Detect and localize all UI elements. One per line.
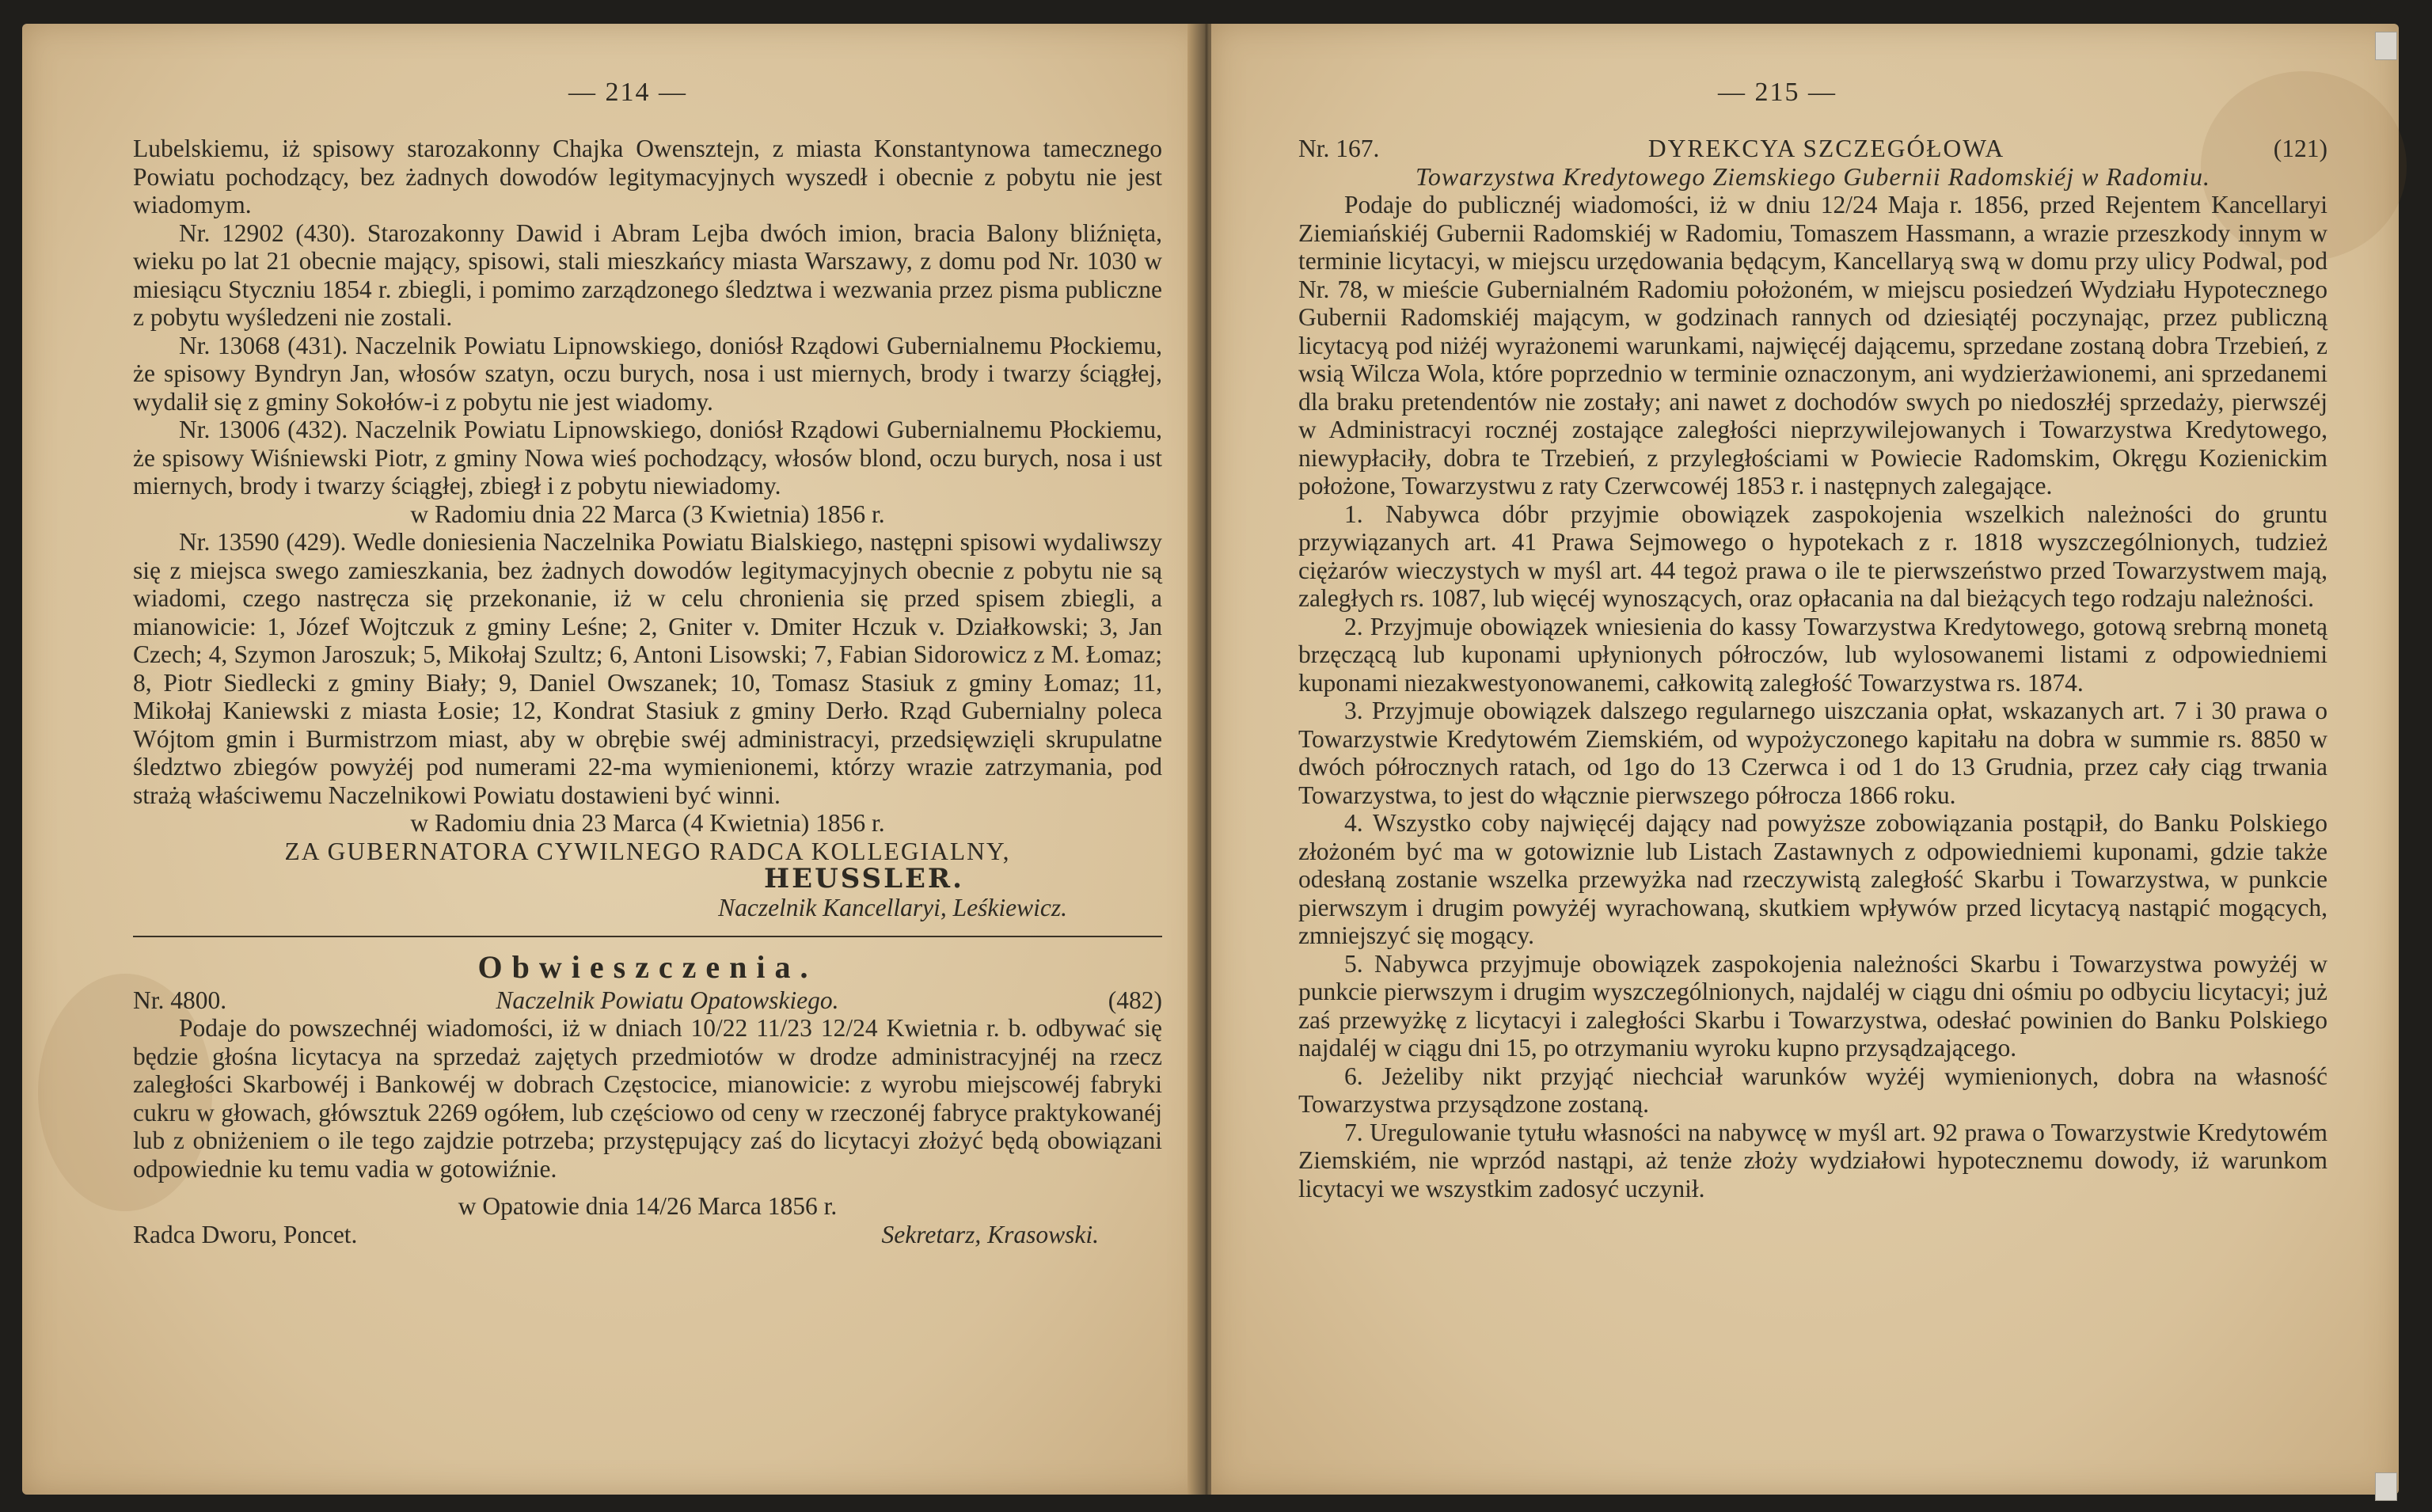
section-header [1298, 135, 2328, 163]
condition-paragraph: 3. Przyjmuje obowiązek dalszego regularnego uiszczania opłat, wskazanych art. 7 i 30 prawa o Towarzystwie Kredytowém Ziemskiém, od wypożyczonego kapitału na dobra w summie rs. 8850 w dwóch półrocznych ratach, od 1go do 13 Czerwca i od 1 do 13 Grudnia, przez cały ciąg trwania Towarzystwa, to jest do włącznie pierwszego półrocza 1866 roku. [1298, 697, 2328, 809]
signature: HEUSSLER. [764, 863, 964, 895]
paragraph: Nr. 13590 (429). Wedle doniesienia Naczelnika Powiatu Bialskiego, następni spisowi wydaliwszy się z miejsca swego zamieszkania, bez żadnych dowodów legitymacyjnych obecnie z pobytu nie są wiadomi, czego nastręcza się przekonanie, iż w celu chronienia się przed spisem zbiegli, a mianowicie: 1, Józef Wojtczuk z gminy Leśne; 2, Gniter v. Dmiter Hczuk v. Działkowski; 3, Jan Czech; 4, Szymon Jaroszuk; 5, Mikołaj Szultz; 6, Antoni Lisowski; 7, Fabian Sidorowicz z M. Łomaz; 8, Piotr Siedlecki z gminy Biały; 9, Daniel Owszanek; 10, Tomasz Stasiuk z gminy Łomaz; 11, Mikołaj Kaniewski z miasta Łosie; 12, Kondrat Stasiuk z gminy Derło. Rząd Gubernialny poleca Wójtom gmin i Burmistrzom miast, aby w obrębie swéj administracyi, przedsięwzięli skrupulatne śledztwo zbiegów powyżéj pod numerami 22-ma wymienionemi, którzy wrazie zatrzymania, pod strażą właściwemu Naczelnikowi Powiatu dostawieni być winni. [133, 528, 1162, 809]
dateline: w Radomiu dnia 23 Marca (4 Kwietnia) 1856 r. [410, 809, 885, 837]
notice-number: Nr. 4800. [133, 986, 227, 1014]
section-divider [133, 936, 1162, 937]
condition-paragraph: 2. Przyjmuje obowiązek wniesienia do kassy Towarzystwa Kredytowego, gotową srebrną monetą brzęczącą lub kuponami upłynionych półroczów, lub wylosowanemi listami z odpowiedniemi kuponami niezakwestyonowanemi, całkowitą zaległość Towarzystwa rs. 1874. [1298, 612, 2328, 697]
page-number: — 214 — [568, 78, 687, 107]
paragraph: Nr. 13006 (432). Naczelnik Powiatu Lipnowskiego, doniósł Rządowi Gubernialnemu Płockiemu, że spisowy Wiśniewski Piotr, z gminy Nowa wieś pochodzący, włosów blond, oczu burych, nosa i ust miernych, brody i twarzy ściągłej, zbiegł i z pobytu niewiadomy. [133, 416, 1162, 500]
condition-paragraph: 7. Uregulowanie tytułu własności na nabywcę w myśl art. 92 prawa o Towarzystwie Kredytowém Ziemskiém, nie wprzód nastąpi, aż tenże złoży wydziałowi hypotecznemu dowody, iż warunkom licytacyi we wszystkim zadosyć uczynił. [1298, 1118, 2328, 1202]
section-subtitle: Towarzystwa Kredytowego Ziemskiego Gubernii Radomskiéj w Radomiu. [1416, 161, 2210, 191]
page-number: — 215 — [1718, 78, 1837, 107]
paragraph: Nr. 13068 (431). Naczelnik Powiatu Lipnowskiego, doniósł Rządowi Gubernialnemu Płockiemu, że spisowy Byndryn Jan, włosów szatyn, oczu burych, nosa i ust miernych, brody i twarzy ściągłej, wydalił się z gminy Sokołów-i z pobytu nie jest wiadomy. [133, 331, 1162, 416]
notice-subtitle: Naczelnik Powiatu Opatowskiego. [496, 986, 839, 1014]
intro-paragraph: Podaje do publicznéj wiadomości, iż w dniu 12/24 Maja r. 1856, przed Rejentem Kancellaryi Ziemiańskiéj Gubernii Radomskiéj w Radomiu, Tomaszem Hassmann, a wrazie przeszkody innym w terminie licytacyi, w miejscu urzędowania będącym, Kancellaryą swą w domu przy ulicy Podwal, pod Nr. 78, w mieście Gubernialném Radomiu położoném, w miejscu posiedzeń Wydziału Hypotecznego Gubernii Radomskiéj mającym, w godzinach rannych od dziesiątéj poczynając, przez publiczną licytacyą pod niżéj wyrażonemi warunkami, najwięcéj dającemu, sprzedane zostaną dobra Trzebień, z wsią Wilcza Wola, które poprzednio w terminie oznaczonym, ani wydzierżawionemi, ani sprzedanemi dla braku pretendentów nie zostały; ani nawet z dochodów swych po niedoszłéj sprzedaży, pierwszéj w Administracyi rocznéj zostające zaległości nieprzywilejowanych i Towarzystwa Kredytowego, niewypłaciły, dobra te Trzebień, z przyległościami w Powiecie Radomskim, Okręgu Kozienickim położone, Towarzystwu z raty Czerwcowéj 1853 r. i następnych zalegające. [1298, 191, 2328, 500]
left-column [133, 135, 1162, 1248]
paragraph: Nr. 12902 (430). Starozakonny Dawid i Abram Lejba dwóch imion, bracia Balony bliźnięta, wieku po lat 21 obecnie mający, spisowi, stali mieszkańcy miasta Warszawy, z domu pod Nr. 1030 w miesiącu Styczniu 1854 r. zbiegli, i pomimo zarządzonego śledztwa i wezwania przez pisma publiczne z pobytu wyśledzeni nie zostali. [133, 218, 1162, 331]
header-number: Nr. 167. [1298, 135, 1380, 162]
header-title: DYREKCYA SZCZEGÓŁOWA [1647, 135, 2005, 162]
binder-clip [2375, 1472, 2397, 1501]
paragraph: Lubelskiemu, iż spisowy starozakonny Chajka Owensztejn, z miasta Konstantynowa tamecznego Powiatu pochodzący, bez żadnych dowodów legitymacyjnych wyszedł i obecnie z pobytu nie jest wiadomym. [133, 135, 1162, 218]
notice-dateline: w Opatowie dnia 14/26 Marca 1856 r. [458, 1192, 838, 1220]
signer-left: Radca Dworu, Poncet. [133, 1220, 358, 1248]
condition-paragraph: 4. Wszystko coby najwięcéj dający nad powyższe zobowiązania postąpił, do Banku Polskiego złożoném być ma w gotowiznie lub Listach Zastawnych z odpowiedniemi kuponami, gdzie także odesłaną zostanie wszelka przewyżka nad rzeczywistą zaległość Skarbu i Towarzystwa, w punkcie pierwszym i drugim powyżéj wyrachowaną, skutkiem wpływów przed licytacyą nastąpić mogących, zmniejszyć się mogący. [1298, 809, 2328, 949]
dateline: w Radomiu dnia 22 Marca (3 Kwietnia) 1856 r. [410, 500, 885, 528]
signoff-line: ZA GUBERNATORA CYWILNEGO RADCA KOLLEGIALNY, [284, 837, 1011, 865]
signer-right: Sekretarz, Krasowski. [881, 1220, 1099, 1248]
left-page [22, 24, 1202, 1495]
condition-paragraph: 6. Jeżeliby nikt przyjąć niechciał warunków wyżéj wymienionych, dobra na własność Towarzystwa przysądzone zostaną. [1298, 1062, 2328, 1118]
right-column [1298, 135, 2328, 1202]
binder-clip [2375, 32, 2397, 60]
condition-paragraph: 1. Nabywca dóbr przyjmie obowiązek zaspokojenia wszelkich należności do gruntu przywiązanych art. 41 Prawa Sejmowego o hypotekach z r. 1818 wyszczególnionych, tudzież ciężarów wieczystych w myśl art. 44 tegoż prawa o ile te pierwszeństwo przed Towarzystwem mają, zaległych rs. 1087, lub więcéj wynoszących, oraz opłacania na dal bieżących tego rodzaju należności. [1298, 500, 2328, 612]
chancellery-signature: Naczelnik Kancellaryi, Leśkiewicz. [718, 893, 1067, 921]
notice-header [133, 986, 1162, 1015]
right-page [1211, 24, 2399, 1495]
header-reference: (121) [2273, 135, 2328, 162]
notice-signers [133, 1221, 1162, 1249]
section-heading: Obwieszczenia. [477, 949, 818, 985]
notice-reference: (482) [1108, 986, 1162, 1014]
notice-body: Podaje do powszechnéj wiadomości, iż w dniach 10/22 11/23 12/24 Kwietnia r. b. odbywać się będzie głośna licytacya na sprzedaż zajętych przedmiotów w drodze administracyjnéj na rzecz zaległości Skarbowéj i Bankowéj w dobrach Częstocice, mianowicie: z wyrobu miejscowéj fabryki cukru w głowach, główsztuk 2269 ogółem, lub częściowo od ceny w rzeczonéj fabryce praktykowanéj lub z obniżeniem o ile tego zajdzie potrzeba; przystępujący zaś do licytacyi złożyć będą obowiązani odpowiednie ku temu vadia w gotowiźnie. [133, 1014, 1162, 1183]
condition-paragraph: 5. Nabywca przyjmuje obowiązek zaspokojenia należności Skarbu i Towarzystwa powyżéj w punkcie pierwszym i drugim wyszczególnionych, najdaléj w ciągu dni ośmiu po odbyciu licytacyi; już zaś przewyżkę z licytacyi i zaległości Skarbu i Towarzystwa, odesłać powinien do Banku Polskiego najdaléj w ciągu dni 15, po otrzymaniu wyroku kupno przysądzającego. [1298, 949, 2328, 1062]
